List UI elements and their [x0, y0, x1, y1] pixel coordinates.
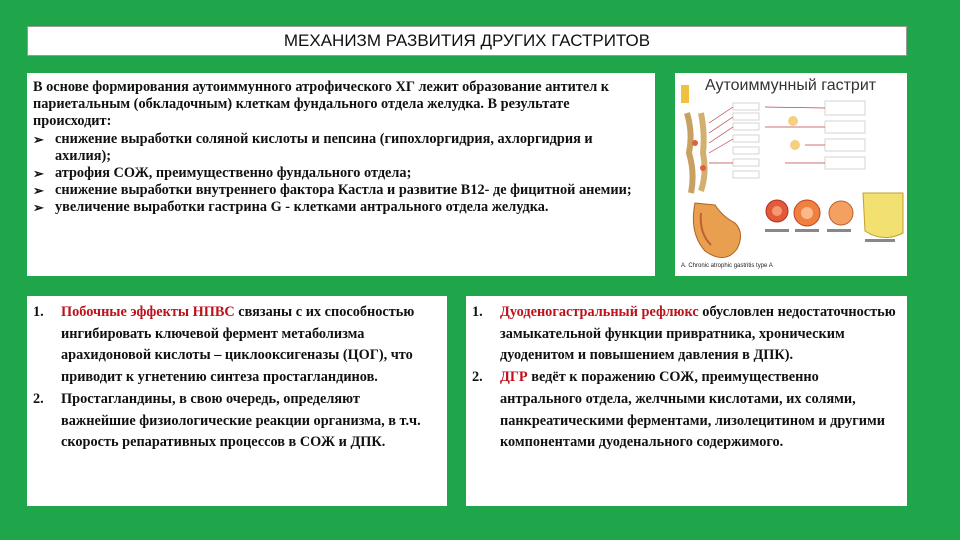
- nsaid-panel: [27, 296, 447, 506]
- item-number: 2.: [33, 390, 44, 407]
- intro-text: В основе формирования аутоиммунного атрофического ХГ лежит образование антител к париетальным (обкладочным) клеткам фундального отдела желудка. В результате происходит:: [33, 79, 610, 130]
- item-number: 1.: [472, 304, 483, 320]
- item-text: обусловлен недостаточностью замыкательной функции привратника, хроническим дуоденитом и повышением давления в ДПК).: [500, 304, 896, 364]
- item-number: 2.: [472, 369, 483, 386]
- list-item: [470, 302, 899, 367]
- intro-bullets: [33, 131, 647, 217]
- autoimmune-gastritis-figure: [675, 73, 907, 276]
- gland-tube-icon: [687, 113, 693, 193]
- intro-bullet: ➢ увеличение выработки гастрина G - клетками антрального отдела желудка.: [33, 199, 549, 216]
- figure-title: Аутоиммунный гастрит: [705, 77, 877, 94]
- item-text: ведёт к поражению СОЖ, преимущественно антрального отдела, желчными кислотами, их солями, панкреатическими ферментами, лизолецитином и другими компонентами дуоденального содержимого.: [500, 369, 885, 451]
- intro-bullet: ➢ снижение выработки соляной кислоты и пепсина (гипохлоргидрия, ахлоргидрия и ахилия);: [33, 130, 593, 164]
- stomach-icon: [693, 203, 740, 258]
- list-item: [31, 302, 437, 389]
- item-number: 1.: [33, 304, 44, 320]
- nsaid-list: [31, 302, 437, 454]
- highlight-text: ДГР: [500, 369, 528, 386]
- intro-bullet: ➢ атрофия СОЖ, преимущественно фундального отдела;: [33, 165, 412, 182]
- intro-panel: [27, 73, 655, 276]
- gland-icon: [681, 85, 689, 103]
- arrow-bullet-icon: ➢: [33, 200, 44, 216]
- reflux-list: [470, 302, 899, 454]
- slide-title-text: МЕХАНИЗМ РАЗВИТИЯ ДРУГИХ ГАСТРИТОВ: [283, 31, 651, 50]
- highlight-text: Дуоденогастральный рефлюкс: [500, 304, 699, 320]
- item-text: Простагландины, в свою очередь, определяют важнейшие физиологические реакции организма, в т.ч. скорость репаративных процессов в СОЖ и ДПК.: [61, 390, 421, 451]
- item-text: связаны с их способностью ингибировать ключевой фермент метаболизма арахидоновой кислоты – циклооксигеназы (ЦОГ), что приводит к угнетению синтеза простагландинов.: [61, 304, 415, 386]
- list-item: [31, 389, 437, 454]
- highlight-text: Побочные эффекты НПВС: [61, 304, 235, 320]
- intro-bullet: ➢ снижение выработки внутреннего фактора Кастла и развитие В12- де фицитной анемии;: [33, 182, 632, 199]
- arrow-bullet-icon: ➢: [33, 131, 44, 147]
- reflux-panel: [466, 296, 907, 506]
- gastritis-illustration: [675, 73, 907, 276]
- red-cell-icon: [829, 201, 853, 225]
- list-item: [470, 367, 899, 454]
- arrow-bullet-icon: ➢: [33, 166, 44, 182]
- arrow-bullet-icon: ➢: [33, 183, 44, 199]
- slide-title: [27, 26, 907, 56]
- tissue-icon: [863, 193, 903, 238]
- figure-caption: A. Chronic atrophic gastritis type A: [681, 263, 773, 269]
